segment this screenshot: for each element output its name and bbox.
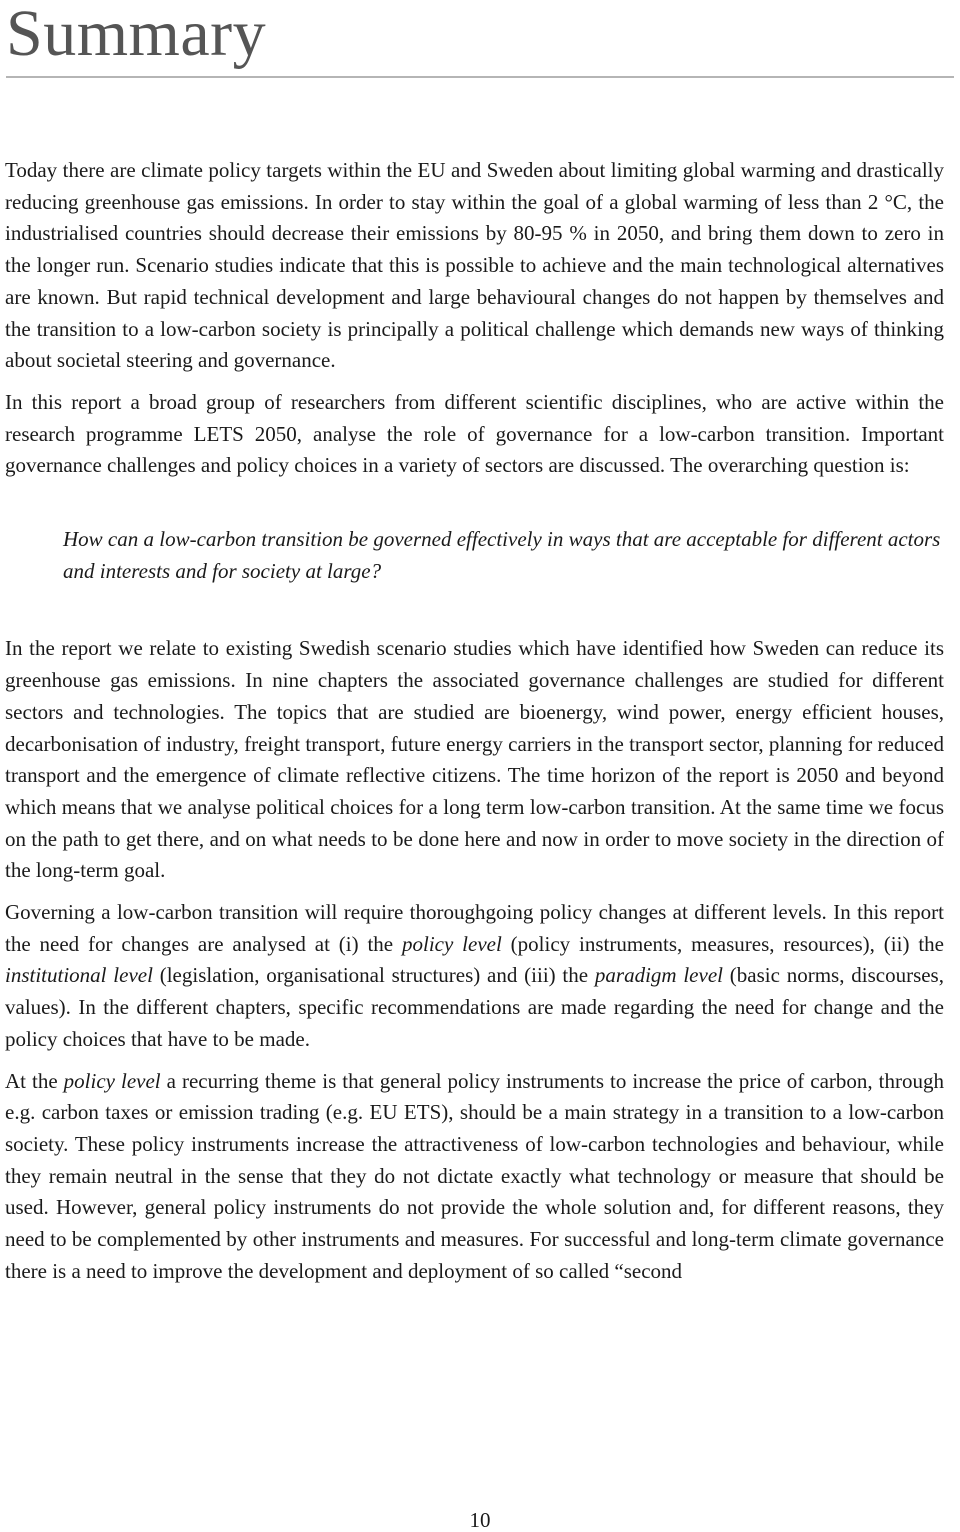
document-body [5, 155, 944, 1288]
emphasis-paradigm-level: paradigm level [594, 963, 723, 988]
paragraph-governance-levels [5, 897, 944, 1056]
text-span: (policy instruments, measures, resources), (ii) the [501, 931, 944, 956]
page-title: Summary [6, 0, 267, 70]
emphasis-policy-level: policy level [63, 1068, 161, 1093]
emphasis-institutional-level: institutional level [5, 963, 153, 988]
page-number: 10 [469, 1508, 491, 1532]
text-span: (basic norms, discourses, values). In the different chapters, specific recommendations are made regarding the need for change and the policy choices that have to be made. [5, 963, 944, 1051]
paragraph-intro: Today there are climate policy targets within the EU and Sweden about limiting global warming and drastically reducing greenhouse gas emissions. In order to stay within the goal of a global warming of less than 2 °C, the industrialised countries should decrease their emissions by 80-95 % in 2050, and bring them down to zero in the longer run. Scenario studies indicate that this is possible to achieve and the main technological alternatives are known. But rapid technical development and large behavioural changes do not happen by themselves and the transition to a low-carbon society is principally a political challenge which demands new ways of thinking about societal steering and governance. [5, 158, 944, 373]
emphasis-policy-level: policy level [401, 931, 502, 956]
text-span: (legislation, organisational structures) and (iii) the [152, 963, 595, 988]
text-span: a recurring theme is that general policy instruments to increase the price of carbon, through e.g. carbon taxes or emission trading (e.g. EU ETS), should be a main strategy in a transition to a low-carbon society. These policy instruments increase the attractiveness of low-carbon technologies and behaviour, while they remain neutral in the sense that they do not dictate exactly what technology or measure that should be used. However, general policy instruments do not provide the whole solution and, for different reasons, they need to be complemented by other instruments and measures. For successful and long-term climate governance there is a need to improve the development and deployment of so called “second [5, 1068, 944, 1283]
text-span: Governing a low-carbon transition will require thoroughgoing policy changes at different levels. In this report the need for changes are analysed at (i) the [5, 900, 944, 956]
text-span: At the [5, 1068, 64, 1093]
paragraph-scenario-studies: In the report we relate to existing Swedish scenario studies which have identified how Sweden can reduce its greenhouse gas emissions. In nine chapters the associated governance challenges are studied for different sectors and technologies. The topics that are studied are bioenergy, wind power, energy efficient houses, decarbonisation of industry, freight transport, future energy carriers in the transport sector, planning for reduced transport and the emergence of climate reflective citizens. The time horizon of the report is 2050 and beyond which means that we analyse political choices for a long term low-carbon transition. At the same time we focus on the path to get there, and on what needs to be done here and now in order to move society in the direction of the long-term goal. [5, 636, 944, 883]
overarching-question: How can a low-carbon transition be governed effectively in ways that are acceptable for different actors and interests and for society at large? [63, 527, 941, 583]
title-divider [6, 76, 954, 78]
paragraph-policy-level [5, 1066, 944, 1288]
paragraph-report-scope: In this report a broad group of researchers from different scientific disciplines, who are active within the research programme LETS 2050, analyse the role of governance for a low-carbon transition. Important governance challenges and policy choices in a variety of sectors are discussed. The overarching question is: [5, 389, 944, 478]
